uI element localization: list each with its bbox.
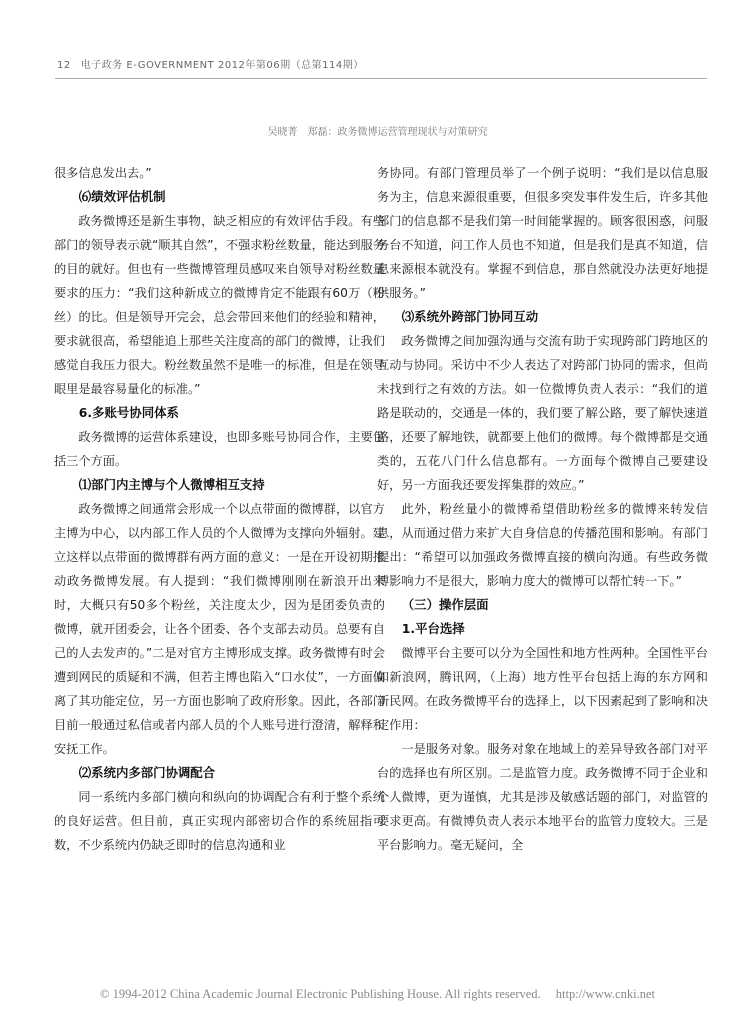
- right-column: [377, 161, 708, 857]
- paragraph: 政务微博之间加强沟通与交流有助于实现跨部门跨地区的互动与协同。采访中不少人表达了对跨部门协同的需求，但尚未找到行之有效的方法。如一位微博负责人表示：“我们的道路是联动的，交通是一体的，我们要了解公路，要了解快速道路，还要了解地铁，就都要上他们的微博。每个微博都是交通类的，五花八门什么信息都有。一方面每个微博自己要建设好，另一方面我还要发挥集群的效应。”: [377, 334, 708, 492]
- paragraph: 此外，粉丝量小的微博希望借助粉丝多的微博来转发信息，从而通过借力来扩大自身信息的传播范围和影响。有部门提出：“希望可以加强政务微博直接的横向沟通。有些政务微博影响力不是很大，影响力度大的微博可以帮忙转一下。”: [377, 502, 708, 588]
- copyright-notice: © 1994-2012 China Academic Journal Electronic Publishing House. All rights reserved.: [100, 987, 541, 1001]
- left-column: [54, 161, 385, 857]
- running-head: [57, 56, 364, 71]
- section-heading: （三）操作层面: [401, 597, 489, 612]
- page-number: 12: [57, 60, 71, 71]
- journal-info: 电子政务 E-GOVERNMENT 2012年第06期（总第114期）: [80, 60, 364, 71]
- section-heading: ⑹绩效评估机制: [78, 189, 166, 204]
- paragraph: 政务微博还是新生事物，缺乏相应的有效评估手段。有些部门的领导表示就“顺其自然”，不强求粉丝数量，能达到服务的目的就好。但也有一些微博管理员感叹来自领导对粉丝数量要求的压力：“我们这种新成立的微博肯定不能跟有60万（粉丝）的比。但是领导开完会，总会带回来他们的经验和精神，要求就很高，希望能追上那些关注度高的部门的微博，让我们感觉自我压力很大。粉丝数虽然不是唯一的标准，但是在领导眼里是最容易量化的标准。”: [54, 214, 385, 396]
- footer: [0, 987, 755, 1002]
- paragraph: 务协同。有部门管理员举了一个例子说明：“我们是以信息服务为主，信息来源很重要，但很多突发事件发生后，许多其他部门的信息都不是我们第一时间能掌握的。顾客很困惑，问服务台不知道，问工作人员也不知道，但是我们是真不知道，信息来源根本就没有。掌握不到信息，那自然就没办法更好地提供服务。”: [377, 166, 708, 300]
- paragraph: 政务微博的运营体系建设，也即多账号协同合作，主要包括三个方面。: [54, 430, 385, 468]
- paragraph: 一是服务对象。服务对象在地域上的差异导致各部门对平台的选择也有所区别。二是监管力度。政务微博不同于企业和个人微博，更为谨慎，尤其是涉及敏感话题的部门，对监管的要求更高。有微博负责人表示本地平台的监管力度较大。三是平台影响力。毫无疑问，全: [377, 742, 708, 852]
- footer-url[interactable]: http://www.cnki.net: [555, 987, 655, 1001]
- section-heading: 6.多账号协同体系: [78, 405, 179, 420]
- header-divider: [55, 78, 707, 79]
- article-running-title: 吴晓菁 郑磊：政务微博运营管理现状与对策研究: [267, 127, 488, 138]
- section-heading: ⑵系统内多部门协调配合: [78, 765, 216, 780]
- paragraph: 很多信息发出去。”: [54, 166, 152, 180]
- paragraph: 微博平台主要可以分为全国性和地方性两种。全国性平台如新浪网，腾讯网，（上海）地方性平台包括上海的东方网和新民网。在政务微博平台的选择上，以下因素起到了影响和决定作用：: [377, 646, 708, 732]
- section-heading: 1.平台选择: [401, 621, 465, 636]
- section-heading: ⑴部门内主博与个人微博相互支持: [78, 477, 265, 492]
- paragraph: 同一系统内多部门横向和纵向的协调配合有利于整个系统的良好运营。但目前，真正实现内部密切合作的系统屈指可数，不少系统内仍缺乏即时的信息沟通和业: [54, 790, 385, 852]
- paragraph: 政务微博之间通常会形成一个以点带面的微博群，以官方主博为中心，以内部工作人员的个人微博为支撑向外辐射。建立这样以点带面的微博群有两方面的意义：一是在开设初期推动政务微博发展。有人提到：“我们微博刚刚在新浪开出来时，大概只有50多个粉丝，关注度太少，因为是团委负责的微博，就开团委会，让各个团委、各个支部去动员。总要有自己的人去发声的。”二是对官方主博形成支撑。政务微博有时会遭到网民的质疑和不满，但若主博也陷入“口水仗”，一方面偏离了其功能定位，另一方面也影响了政府形象。因此，各部门目前一般通过私信或者内部人员的个人账号进行澄清，解释和安抚工作。: [54, 502, 385, 756]
- section-heading: ⑶系统外跨部门协同互动: [401, 309, 539, 324]
